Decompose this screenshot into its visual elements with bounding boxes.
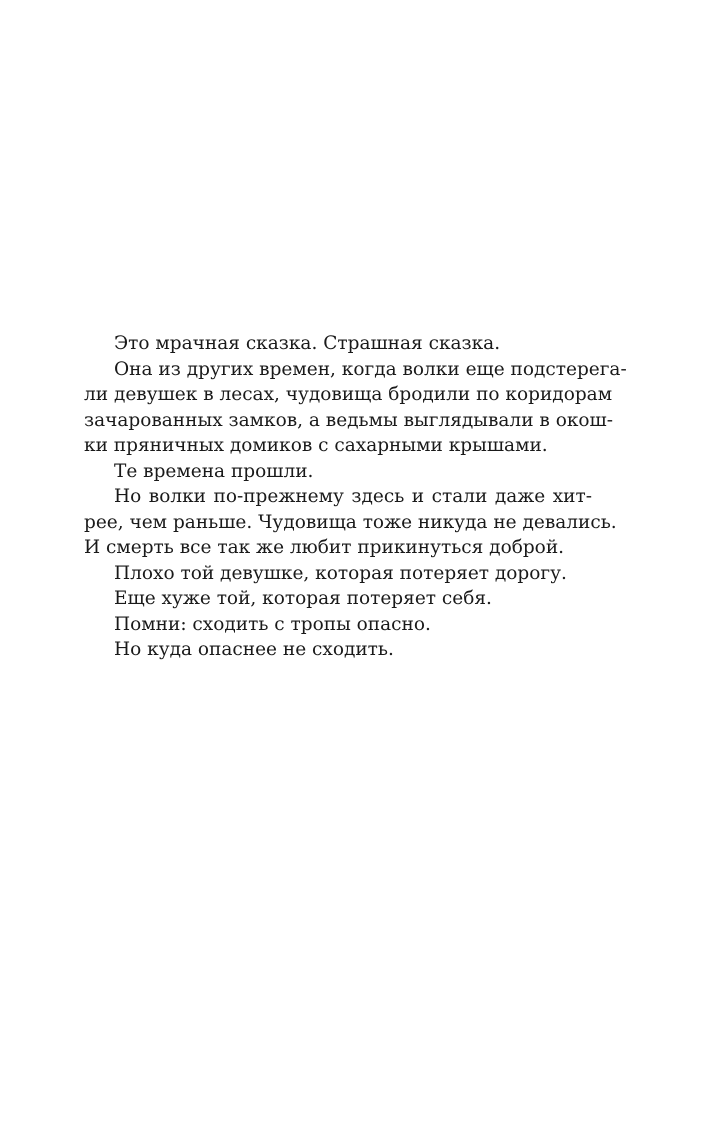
text-line: Плохо той девушке, которая потеряет дорогу. xyxy=(114,562,567,584)
text-line: зачарованных замков, а ведьмы выглядывали в окош- xyxy=(84,409,613,431)
text-line: Еще хуже той, которая потеряет себя. xyxy=(114,588,492,609)
text-line: Она из других времен, когда волки еще подстерега- xyxy=(114,358,627,380)
text-line: рее, чем раньше. Чудовища тоже никуда не девались. xyxy=(84,511,617,533)
text-line: Те времена прошли. xyxy=(114,460,314,482)
epigraph-text xyxy=(84,331,627,663)
text-line: ли девушек в лесах, чудовища бродили по коридорам xyxy=(84,384,613,405)
text-line: Это мрачная сказка. Страшная сказка. xyxy=(114,333,501,354)
text-line: Но волки по-прежнему здесь и стали даже хит- xyxy=(114,486,592,507)
text-line: ки пряничных домиков с сахарными крышами. xyxy=(84,435,548,456)
text-line: Помни: сходить с тропы опасно. xyxy=(114,613,431,635)
text-line: Но куда опаснее не сходить. xyxy=(114,639,394,660)
text-line: И смерть все так же любит прикинуться доброй. xyxy=(84,537,565,558)
